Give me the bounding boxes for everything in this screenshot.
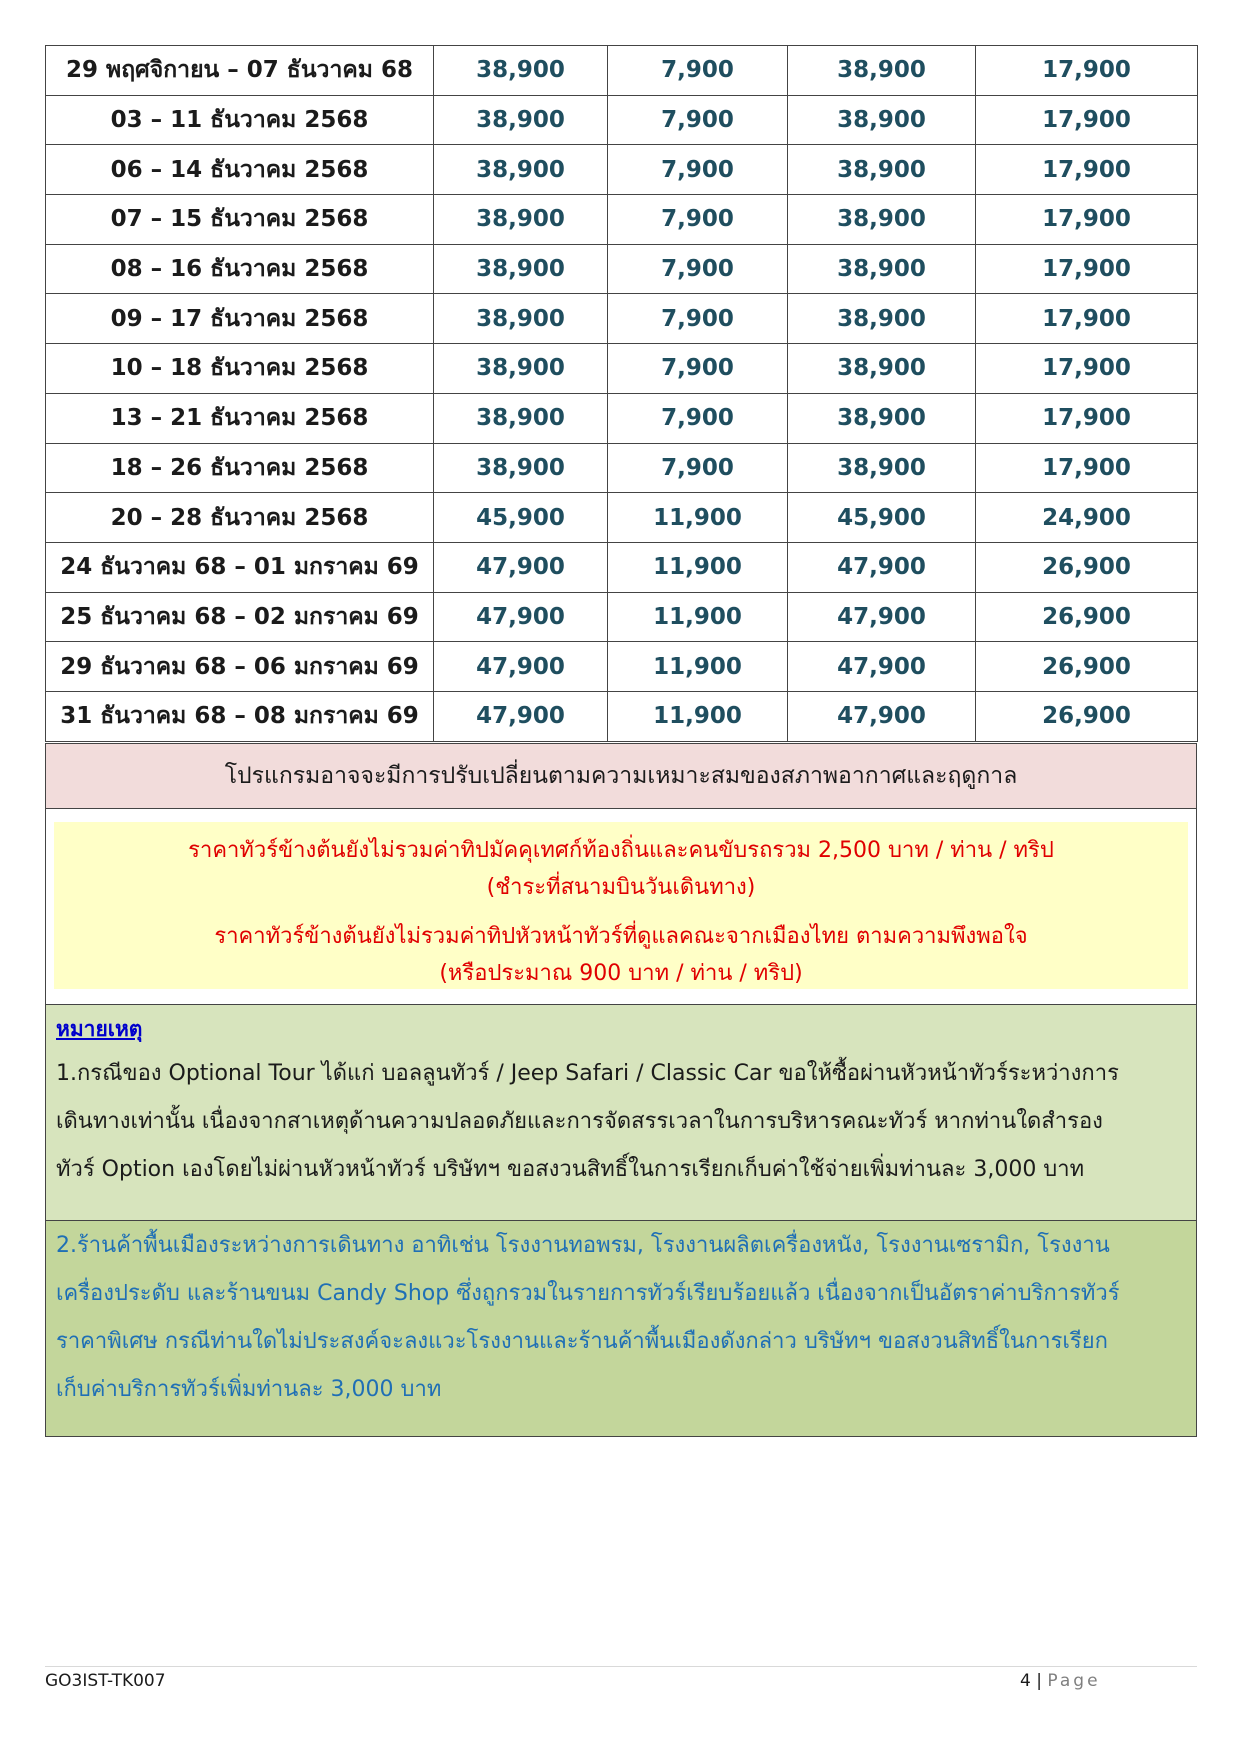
price-cell: 17,900: [976, 294, 1198, 344]
price-row: [46, 542, 1198, 592]
price-cell: 38,900: [434, 443, 608, 493]
price-row: [46, 294, 1198, 344]
tips-box-highlight: [54, 822, 1188, 989]
travel-date-cell: 18 – 26 ธันวาคม 2568: [46, 443, 434, 493]
remarks-box: [45, 1004, 1197, 1221]
price-cell: 11,900: [608, 691, 788, 741]
document-code: GO3IST-TK007: [45, 1671, 166, 1691]
price-cell: 7,900: [608, 294, 788, 344]
price-cell: 38,900: [434, 244, 608, 294]
price-cell: 17,900: [976, 344, 1198, 394]
remark1-line: ทัวร์ Option เองโดยไม่ผ่านหัวหน้าทัวร์ บริษัทฯ ขอสงวนสิทธิ์ในการเรียกเก็บค่าใช้จ่ายเพิ่มท่านละ 3,000 บาท: [56, 1157, 1085, 1182]
price-row: [46, 95, 1198, 145]
price-cell: 26,900: [976, 691, 1198, 741]
price-cell: 38,900: [788, 244, 976, 294]
price-cell: 17,900: [976, 443, 1198, 493]
travel-date-cell: 09 – 17 ธันวาคม 2568: [46, 294, 434, 344]
price-cell: 17,900: [976, 195, 1198, 245]
price-cell: 47,900: [434, 691, 608, 741]
price-cell: 38,900: [788, 443, 976, 493]
price-cell: 47,900: [434, 542, 608, 592]
remark2-line: เก็บค่าบริการทัวร์เพิ่มท่านละ 3,000 บาท: [56, 1377, 442, 1402]
travel-date-cell: 03 – 11 ธันวาคม 2568: [46, 95, 434, 145]
remark2-line: ราคาพิเศษ กรณีท่านใดไม่ประสงค์จะลงแวะโรงงานและร้านค้าพื้นเมืองดังกล่าว บริษัทฯ ขอสงวนสิทธิ์ในการเรียก: [56, 1329, 1108, 1354]
travel-date-cell: 10 – 18 ธันวาคม 2568: [46, 344, 434, 394]
price-cell: 38,900: [788, 344, 976, 394]
travel-date-cell: 20 – 28 ธันวาคม 2568: [46, 493, 434, 543]
page-number: 4: [1020, 1671, 1031, 1691]
remarks-shop-box: [45, 1220, 1197, 1437]
price-cell: 26,900: [976, 642, 1198, 692]
tips-box: [45, 808, 1197, 1005]
price-cell: 38,900: [434, 46, 608, 96]
price-cell: 38,900: [434, 393, 608, 443]
travel-date-cell: 29 พฤศจิกายน – 07 ธันวาคม 68: [46, 46, 434, 96]
price-cell: 7,900: [608, 443, 788, 493]
page-separator: |: [1036, 1671, 1042, 1691]
price-cell: 17,900: [976, 393, 1198, 443]
price-cell: 45,900: [434, 493, 608, 543]
remark2-line: 2.ร้านค้าพื้นเมืองระหว่างการเดินทาง อาทิเช่น โรงงานทอพรม, โรงงานผลิตเครื่องหนัง, โรงงานเซรามิก, โรงงาน: [56, 1233, 1110, 1258]
price-row: [46, 195, 1198, 245]
remark1-line: เดินทางเท่านั้น เนื่องจากสาเหตุด้านความปลอดภัยและการจัดสรรเวลาในการบริหารคณะทัวร์ หากท่านใดสำรอง: [56, 1109, 1103, 1134]
price-cell: 7,900: [608, 393, 788, 443]
price-cell: 17,900: [976, 46, 1198, 96]
price-cell: 47,900: [788, 542, 976, 592]
footer-divider: [45, 1666, 1197, 1667]
price-table: [45, 45, 1198, 742]
travel-date-cell: 13 – 21 ธันวาคม 2568: [46, 393, 434, 443]
weather-notice: [45, 743, 1197, 809]
price-cell: 38,900: [434, 294, 608, 344]
price-cell: 47,900: [788, 592, 976, 642]
price-cell: 47,900: [788, 691, 976, 741]
price-cell: 45,900: [788, 493, 976, 543]
price-row: [46, 691, 1198, 741]
price-cell: 7,900: [608, 244, 788, 294]
price-cell: 11,900: [608, 493, 788, 543]
price-cell: 17,900: [976, 145, 1198, 195]
price-cell: 38,900: [434, 344, 608, 394]
price-cell: 7,900: [608, 145, 788, 195]
price-row: [46, 46, 1198, 96]
price-cell: 38,900: [788, 145, 976, 195]
price-cell: 47,900: [434, 592, 608, 642]
remark2-line: เครื่องประดับ และร้านขนม Candy Shop ซึ่งถูกรวมในรายการทัวร์เรียบร้อยแล้ว เนื่องจากเป็นอัตราค่าบริการทัวร์: [56, 1281, 1120, 1306]
price-row: [46, 393, 1198, 443]
price-cell: 38,900: [788, 195, 976, 245]
price-cell: 7,900: [608, 95, 788, 145]
price-cell: 7,900: [608, 46, 788, 96]
price-row: [46, 642, 1198, 692]
price-cell: 38,900: [434, 145, 608, 195]
weather-notice-text: โปรแกรมอาจจะมีการปรับเปลี่ยนตามความเหมาะสมของสภาพอากาศและฤดูกาล: [224, 763, 1018, 789]
travel-date-cell: 08 – 16 ธันวาคม 2568: [46, 244, 434, 294]
price-cell: 26,900: [976, 542, 1198, 592]
price-cell: 26,900: [976, 592, 1198, 642]
remarks-title: หมายเหตุ: [56, 1017, 143, 1041]
remark1-line: 1.กรณีของ Optional Tour ได้แก่ บอลลูนทัวร์ / Jeep Safari / Classic Car ขอให้ซื้อผ่านหัวหน้าทัวร์ระหว่างการ: [56, 1061, 1119, 1086]
price-row: [46, 145, 1198, 195]
price-row: [46, 344, 1198, 394]
page-label: Page: [1047, 1671, 1101, 1691]
tips-line-payment: (ชำระที่สนามบินวันเดินทาง): [486, 875, 756, 900]
price-cell: 38,900: [788, 95, 976, 145]
tips-line-tour-leader: ราคาทัวร์ข้างต้นยังไม่รวมค่าทิปหัวหน้าทัวร์ที่ดูแลคณะจากเมืองไทย ตามความพึงพอใจ: [214, 924, 1028, 949]
tips-line-estimate: (หรือประมาณ 900 บาท / ท่าน / ทริป): [439, 961, 803, 986]
travel-date-cell: 25 ธันวาคม 68 – 02 มกราคม 69: [46, 592, 434, 642]
price-row: [46, 592, 1198, 642]
price-cell: 17,900: [976, 95, 1198, 145]
price-cell: 38,900: [788, 294, 976, 344]
price-cell: 38,900: [788, 393, 976, 443]
tips-line-guide: ราคาทัวร์ข้างต้นยังไม่รวมค่าทิปมัคคุเทศก์ท้องถิ่นและคนขับรถรวม 2,500 บาท / ท่าน / ทริป: [188, 838, 1054, 863]
travel-date-cell: 29 ธันวาคม 68 – 06 มกราคม 69: [46, 642, 434, 692]
price-row: [46, 493, 1198, 543]
price-cell: 17,900: [976, 244, 1198, 294]
price-cell: 24,900: [976, 493, 1198, 543]
price-cell: 11,900: [608, 542, 788, 592]
price-cell: 47,900: [788, 642, 976, 692]
travel-date-cell: 24 ธันวาคม 68 – 01 มกราคม 69: [46, 542, 434, 592]
travel-date-cell: 31 ธันวาคม 68 – 08 มกราคม 69: [46, 691, 434, 741]
price-cell: 38,900: [434, 195, 608, 245]
price-cell: 38,900: [434, 95, 608, 145]
price-cell: 7,900: [608, 344, 788, 394]
price-table-body: [46, 46, 1198, 742]
price-cell: 11,900: [608, 592, 788, 642]
price-cell: 47,900: [434, 642, 608, 692]
price-cell: 11,900: [608, 642, 788, 692]
price-cell: 38,900: [788, 46, 976, 96]
price-row: [46, 244, 1198, 294]
price-row: [46, 443, 1198, 493]
travel-date-cell: 07 – 15 ธันวาคม 2568: [46, 195, 434, 245]
page-number-footer: [1020, 1671, 1101, 1691]
price-cell: 7,900: [608, 195, 788, 245]
travel-date-cell: 06 – 14 ธันวาคม 2568: [46, 145, 434, 195]
